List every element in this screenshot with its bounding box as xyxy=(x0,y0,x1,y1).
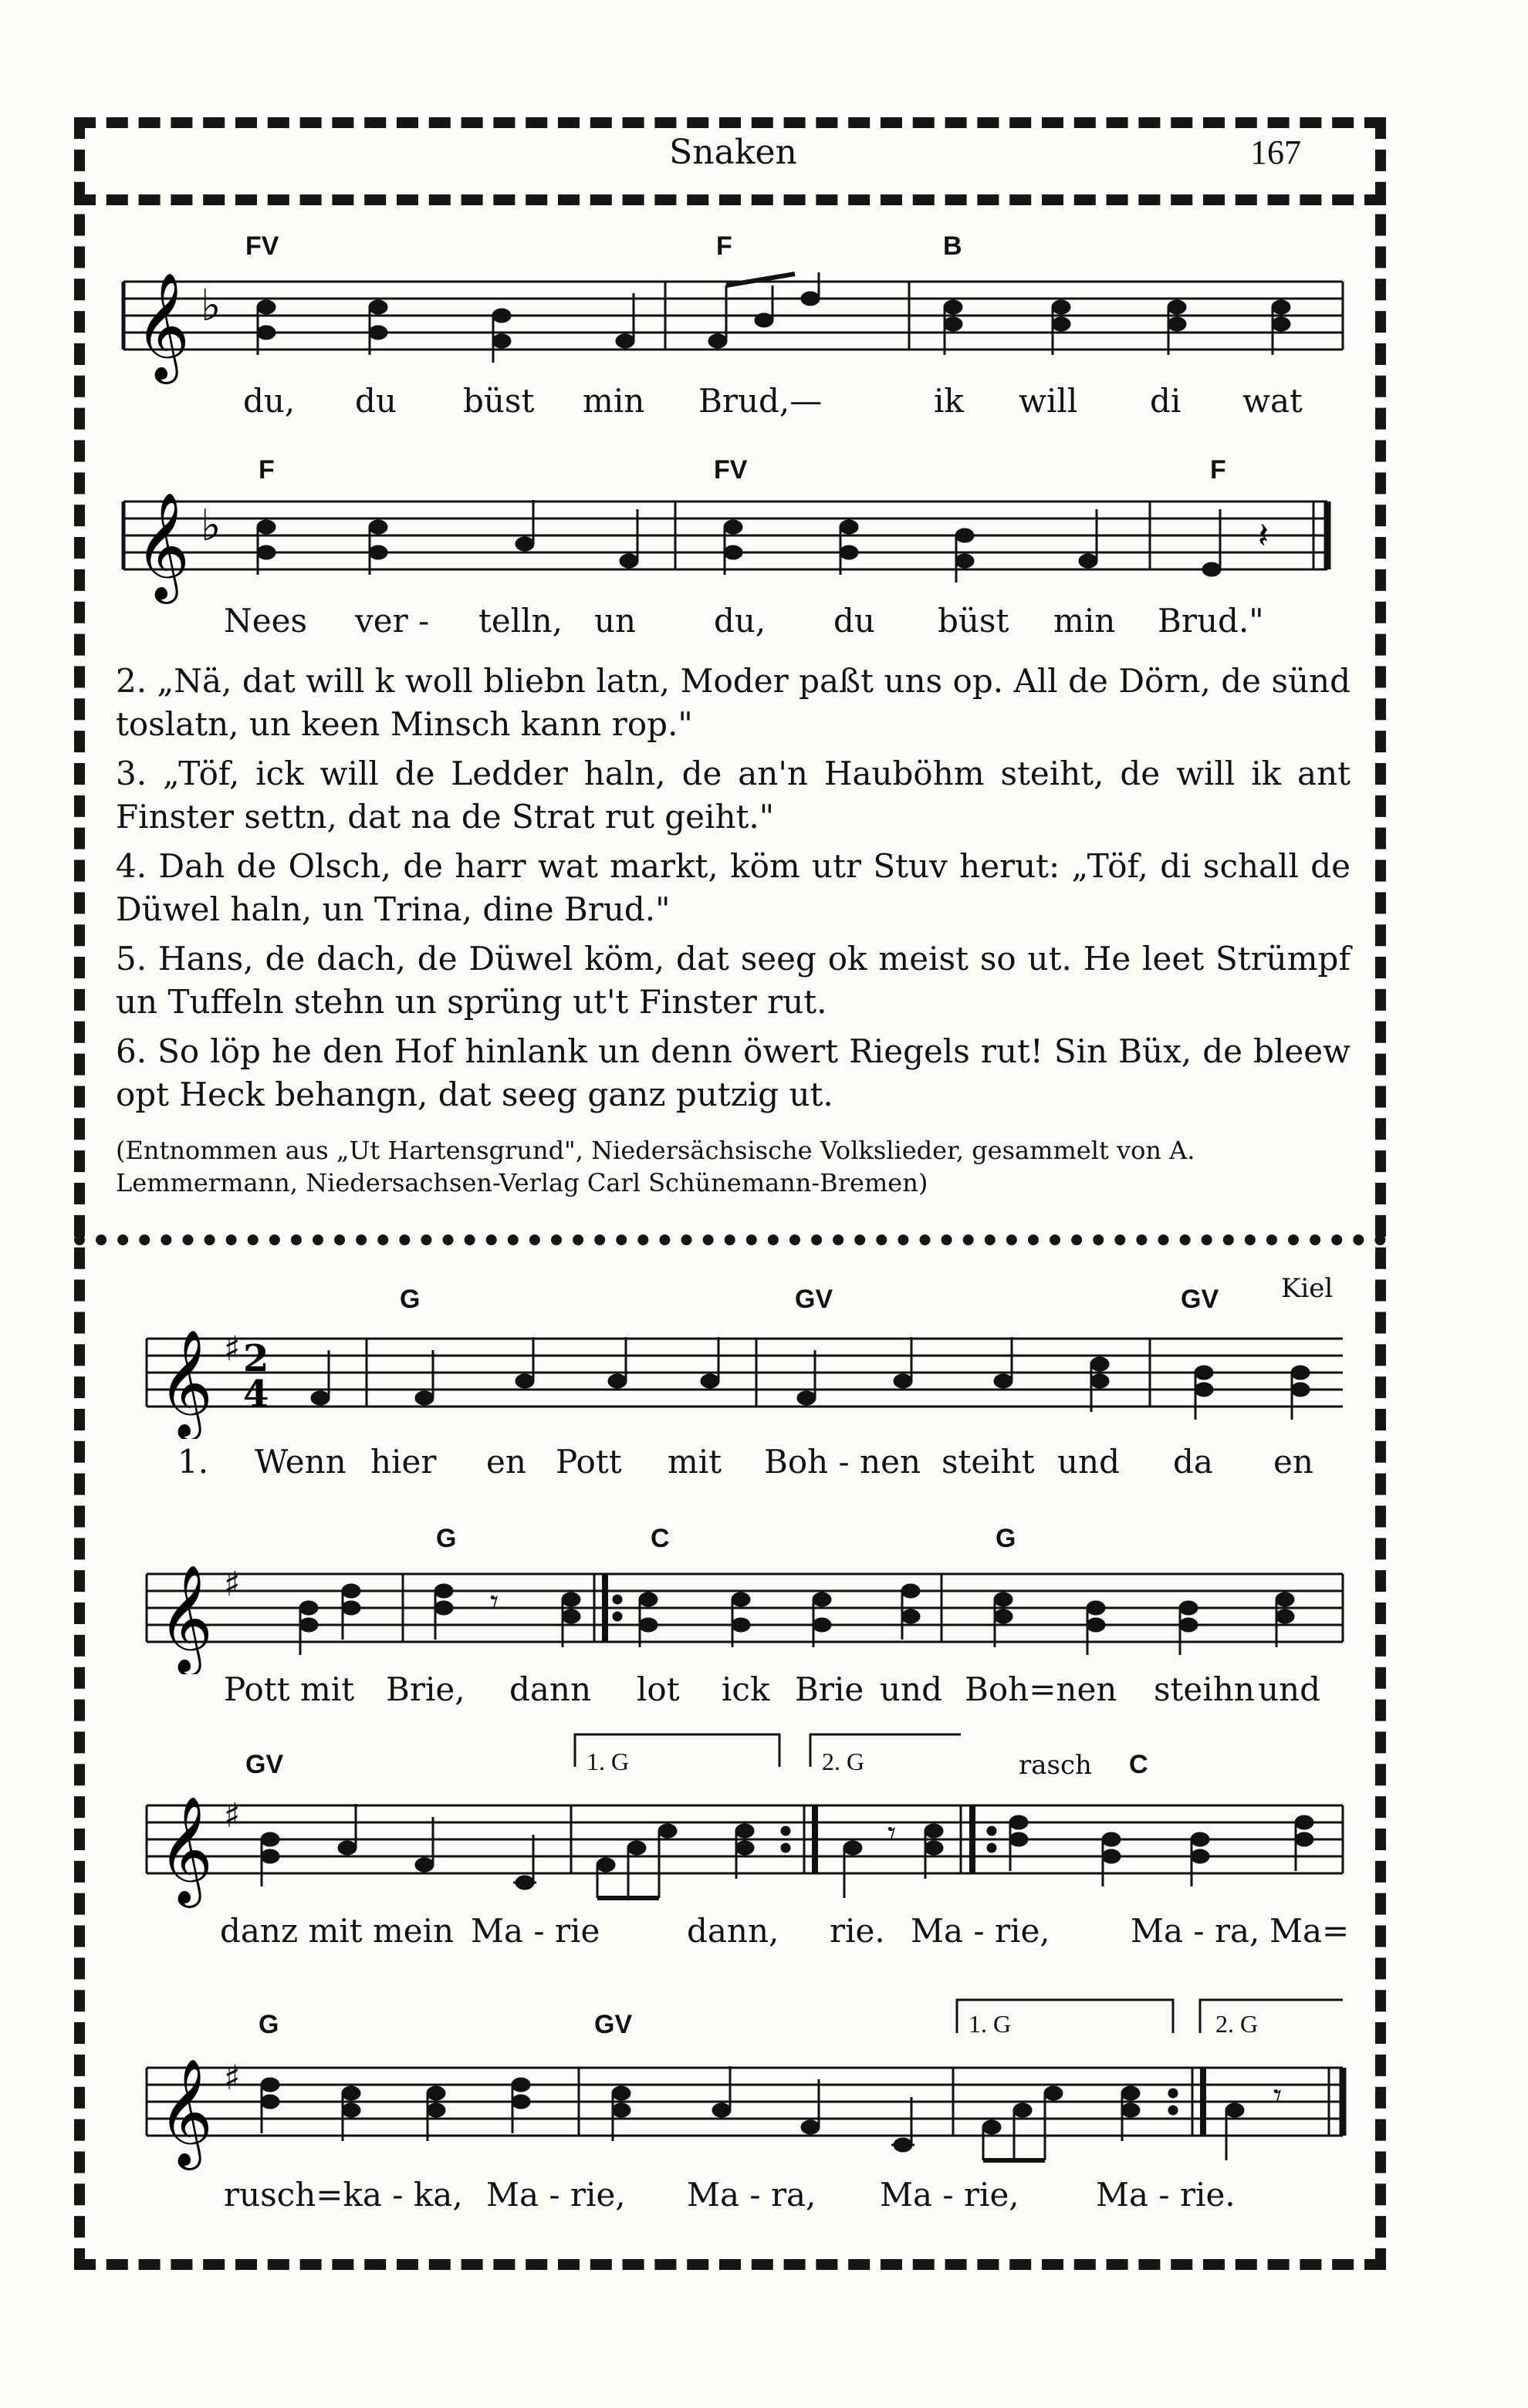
lyric-syllable: Brie, xyxy=(386,1670,465,1708)
chord-symbol: GV xyxy=(245,1750,284,1779)
svg-text:♯: ♯ xyxy=(224,1796,241,1836)
lyric-syllable: Ma - rie. xyxy=(1096,2176,1236,2214)
lyric-syllable: en xyxy=(1273,1443,1313,1481)
chord-symbol: FV xyxy=(245,231,279,261)
lyric-syllable: en xyxy=(486,1443,526,1481)
lyric-syllable: rusch=ka - ka, xyxy=(224,2176,463,2214)
lyric-syllable: Pott mit xyxy=(224,1670,355,1708)
svg-text:4: 4 xyxy=(243,1373,269,1416)
lyric-syllable: und xyxy=(1258,1670,1320,1708)
lyric-syllable: du, xyxy=(243,382,296,420)
svg-text:𝄽: 𝄽 xyxy=(1258,515,1269,556)
lyric-syllable: 1. xyxy=(177,1443,209,1481)
lyric-syllable: Ma - rie, xyxy=(486,2176,626,2214)
chord-symbol: GV xyxy=(594,2010,633,2039)
volta-first-ending: 1. G xyxy=(969,2010,1012,2038)
lyric-syllable: ver - xyxy=(355,602,430,640)
svg-text:𝄾: 𝄾 xyxy=(1273,2076,1283,2114)
running-head: Snaken xyxy=(669,133,797,172)
lyric-syllable: telln, xyxy=(478,602,563,640)
lyric-syllable: ik xyxy=(934,382,964,420)
lyric-syllable: Brud." xyxy=(1158,602,1264,640)
lyric-syllable: du xyxy=(833,602,875,640)
chord-symbol: GV xyxy=(1181,1285,1219,1314)
lyric-syllable: büst xyxy=(938,602,1009,640)
origin-label: Kiel xyxy=(1281,1273,1334,1304)
lyric-syllable: wat xyxy=(1242,382,1303,420)
chord-symbol: C xyxy=(651,1524,670,1553)
lyric-syllable: und xyxy=(880,1670,942,1708)
lyric-syllable: min xyxy=(1053,602,1116,640)
svg-text:𝄞: 𝄞 xyxy=(158,1329,213,1437)
lyric-syllable: di xyxy=(1150,382,1181,420)
source-citation: (Entnommen aus „Ut Hartensgrund", Niedersächsische Volkslieder, gesammelt von A. Lemmermann, Niedersachsen-Verlag Carl Schünemann-Bremen) xyxy=(116,1136,1195,1197)
lyric-syllable: und xyxy=(1057,1443,1120,1481)
lyric-syllable: Boh=nen xyxy=(965,1670,1117,1708)
lyric-syllable: Ma - rie xyxy=(471,1912,600,1950)
lyric-syllable: da xyxy=(1173,1443,1213,1481)
chord-symbol: F xyxy=(716,231,732,261)
svg-text:𝄾: 𝄾 xyxy=(490,1582,499,1620)
lyric-syllable: Ma - rie, xyxy=(911,1912,1050,1950)
lyric-syllable: büst xyxy=(463,382,535,420)
lyric-syllable: rie. xyxy=(830,1912,885,1950)
chord-symbol: G xyxy=(436,1524,457,1553)
verse: 4. Dah de Olsch, de harr wat markt, köm utr Stuv herut: „Töf, di schall de Düwel haln, un Trina, dine Brud." xyxy=(116,847,1351,928)
svg-text:♭: ♭ xyxy=(201,501,221,551)
chord-symbol: G xyxy=(996,1524,1016,1553)
svg-text:𝄾: 𝄾 xyxy=(887,1814,897,1852)
lyric-syllable: dann xyxy=(509,1670,592,1708)
lyric-syllable: Brud,— xyxy=(698,382,823,420)
lyric-syllable: dann, xyxy=(687,1912,779,1950)
svg-text:♯: ♯ xyxy=(224,1329,241,1369)
lyric-syllable: hier xyxy=(370,1443,437,1481)
lyric-syllable: danz mit mein xyxy=(220,1912,455,1950)
lyric-syllable: steiht xyxy=(941,1443,1035,1481)
lyric-syllable: lot xyxy=(637,1670,680,1708)
tempo-marking: rasch xyxy=(1019,1750,1092,1781)
verse: 6. So löp he den Hof hinlank un denn öwert Riegels rut! Sin Büx, de bleew opt Heck behangn, dat seeg ganz putzig ut. xyxy=(116,1032,1351,1113)
lyric-syllable: un xyxy=(594,602,637,640)
page-number: 167 xyxy=(1250,133,1301,171)
svg-text:𝄞: 𝄞 xyxy=(158,1796,213,1903)
svg-text:𝄞: 𝄞 xyxy=(135,492,190,599)
lyric-syllable: will xyxy=(1019,382,1078,420)
music-staff xyxy=(116,2045,1351,2176)
volta-second-ending: 2. G xyxy=(1215,2010,1259,2038)
verse: 3. „Töf, ick will de Ledder haln, de an'n Hauböhm steiht, de will ik ant Finster settn, dat na de Strat rut geiht." xyxy=(116,755,1351,836)
lyric-syllable: Boh - nen xyxy=(764,1443,921,1481)
chord-symbol: FV xyxy=(714,455,748,485)
lyric-syllable: Brie xyxy=(795,1670,864,1708)
chord-symbol: GV xyxy=(795,1285,833,1314)
svg-text:♯: ♯ xyxy=(224,1565,241,1604)
volta-second-ending: 2. G xyxy=(822,1748,865,1775)
svg-text:2: 2 xyxy=(243,1337,269,1380)
lyric-syllable: Ma - ra, xyxy=(1131,1912,1260,1950)
chord-symbol: F xyxy=(1210,455,1226,485)
lyric-syllable: steihn xyxy=(1154,1670,1255,1708)
svg-text:𝄞: 𝄞 xyxy=(158,2058,213,2166)
chord-symbol: B xyxy=(943,231,962,261)
lyric-syllable: mit xyxy=(668,1443,722,1481)
lyric-syllable: Nees xyxy=(224,602,308,640)
chord-symbol: G xyxy=(259,2010,279,2039)
lyric-syllable: Wenn xyxy=(255,1443,347,1481)
lyric-syllable: Ma - rie, xyxy=(880,2176,1019,2214)
lyric-syllable: ick xyxy=(722,1670,770,1708)
lyric-syllable: Pott xyxy=(556,1443,622,1481)
lyric-syllable: du xyxy=(355,382,397,420)
svg-text:♯: ♯ xyxy=(224,2058,241,2098)
volta-first-ending: 1. G xyxy=(587,1748,630,1775)
svg-text:♭: ♭ xyxy=(201,281,221,331)
verse: 5. Hans, de dach, de Düwel köm, dat seeg ok meist so ut. He leet Strümpf un Tuffeln stehn un sprüng ut't Finster rut. xyxy=(116,940,1351,1021)
lyric-syllable: Ma - ra, xyxy=(687,2176,816,2214)
svg-text:𝄞: 𝄞 xyxy=(135,272,190,380)
chord-symbol: F xyxy=(259,455,275,485)
chord-symbol: C xyxy=(1129,1750,1148,1779)
chord-symbol: G xyxy=(400,1285,421,1314)
verse: 2. „Nä, dat will k woll bliebn latn, Moder paßt uns op. All de Dörn, de sünd toslatn, un keen Minsch kann rop." xyxy=(116,662,1351,743)
svg-text:𝄞: 𝄞 xyxy=(158,1565,213,1672)
lyric-syllable: du, xyxy=(714,602,766,640)
lyric-syllable: min xyxy=(583,382,645,420)
lyric-syllable: Ma= xyxy=(1269,1912,1350,1950)
